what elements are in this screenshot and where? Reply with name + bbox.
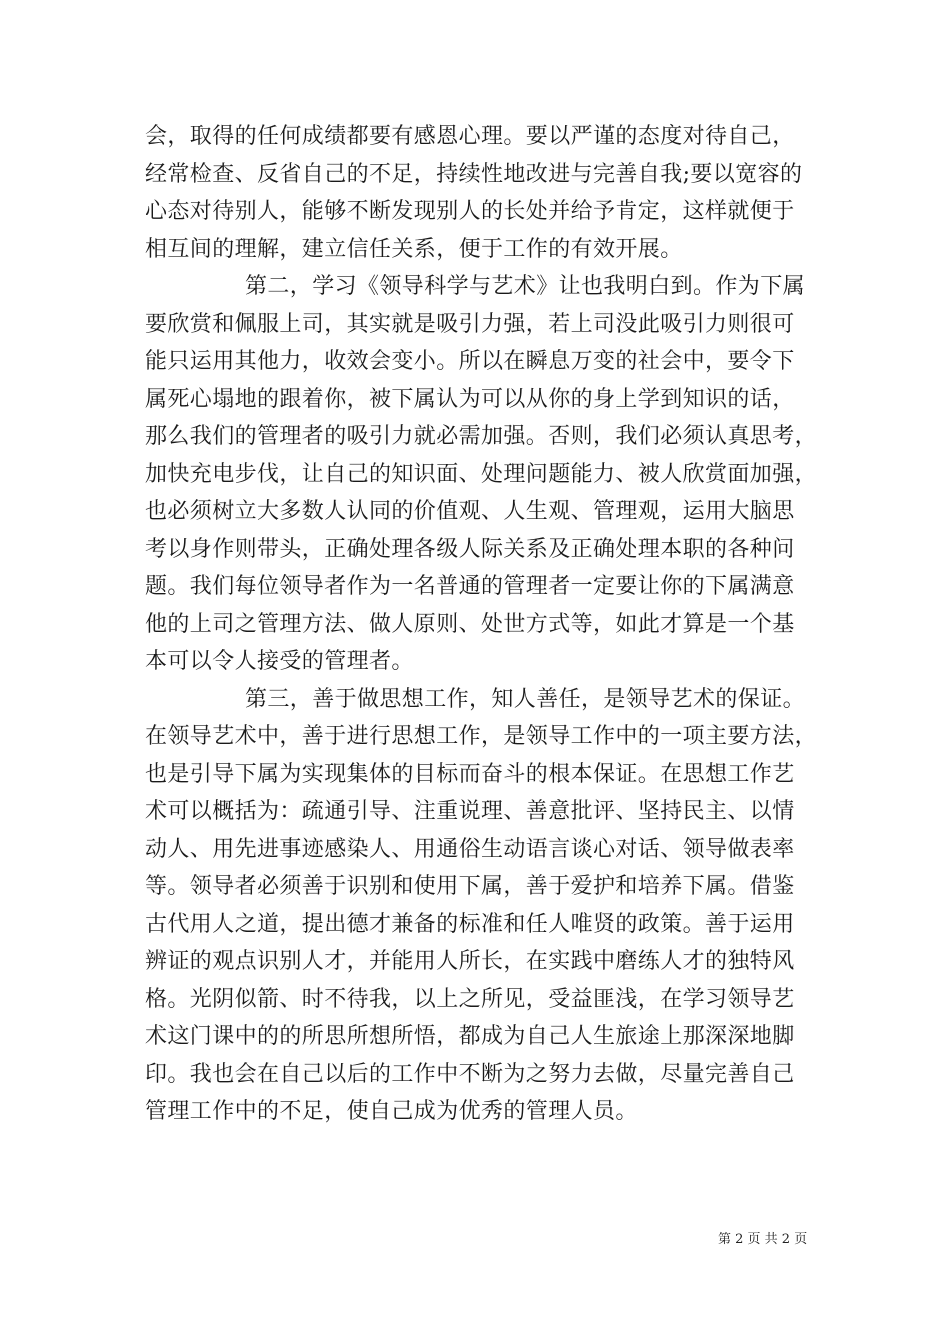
text-line: 相互间的理解，建立信任关系，便于工作的有效开展。 — [145, 236, 683, 262]
text-line: 他的上司之管理方法、做人原则、处世方式等，如此才算是一个基 — [145, 611, 795, 637]
text-line: 等。领导者必须善于识别和使用下属，善于爱护和培养下属。借鉴 — [145, 874, 795, 899]
text-line: 加快充电步伐，让自己的知识面、处理问题能力、被人欣赏面加强， — [145, 461, 818, 487]
text-line: 本可以令人接受的管理者。 — [145, 649, 414, 674]
text-line: 管理工作中的不足，使自己成为优秀的管理人员。 — [145, 1099, 638, 1124]
text-line: 心态对待别人，能够不断发现别人的长处并给予肯定，这样就便于 — [145, 199, 795, 224]
body-text — [145, 118, 818, 1131]
paragraph-2-first-line: 第二，学习《领导科学与艺术》让也我明白到。作为下属 — [245, 274, 806, 299]
text-line: 属死心塌地的跟着你，被下属认为可以从你的身上学到知识的话， — [145, 386, 795, 412]
text-line: 会，取得的任何成绩都要有感恩心理。要以严谨的态度对待自己， — [145, 124, 795, 149]
text-line: 术这门课中的的所思所想所悟，都成为自己人生旅途上那深深地脚 — [145, 1024, 795, 1049]
text-line: 也必须树立大多数人认同的价值观、人生观、管理观，运用大脑思 — [145, 499, 795, 524]
text-line: 术可以概括为：疏通引导、注重说理、善意批评、坚持民主、以情 — [145, 799, 795, 824]
paragraph-3-first-line: 第三，善于做思想工作，知人善任，是领导艺术的保证。 — [245, 686, 806, 712]
text-line: 在领导艺术中，善于进行思想工作，是领导工作中的一项主要方法， — [145, 724, 818, 749]
text-line: 古代用人之道，提出德才兼备的标准和任人唯贤的政策。善于运用 — [145, 911, 795, 937]
text-line: 格。光阴似箭、时不待我，以上之所见，受益匪浅，在学习领导艺 — [145, 986, 795, 1012]
text-line: 也是引导下属为实现集体的目标而奋斗的根本保证。在思想工作艺 — [145, 761, 795, 787]
text-line: 动人、用先进事迹感染人、用通俗生动语言谈心对话、领导做表率 — [145, 836, 795, 862]
page-number-footer: 第 2 页 共 2 页 — [718, 1232, 808, 1247]
text-line: 能只运用其他力，收效会变小。所以在瞬息万变的社会中，要令下 — [145, 349, 795, 374]
text-line: 那么我们的管理者的吸引力就必需加强。否则，我们必须认真思考， — [145, 424, 818, 449]
text-line: 经常检查、反省自己的不足，持续性地改进与完善自我;要以宽容的 — [145, 161, 803, 187]
text-line: 印。我也会在自己以后的工作中不断为之努力去做，尽量完善自己 — [145, 1061, 795, 1087]
text-line: 辨证的观点识别人才，并能用人所长，在实践中磨练人才的独特风 — [145, 949, 795, 974]
text-line: 题。我们每位领导者作为一名普通的管理者一定要让你的下属满意 — [145, 574, 795, 599]
text-line: 考以身作则带头，正确处理各级人际关系及正确处理本职的各种问 — [145, 536, 795, 562]
text-line: 要欣赏和佩服上司，其实就是吸引力强，若上司没此吸引力则很可 — [145, 311, 795, 337]
